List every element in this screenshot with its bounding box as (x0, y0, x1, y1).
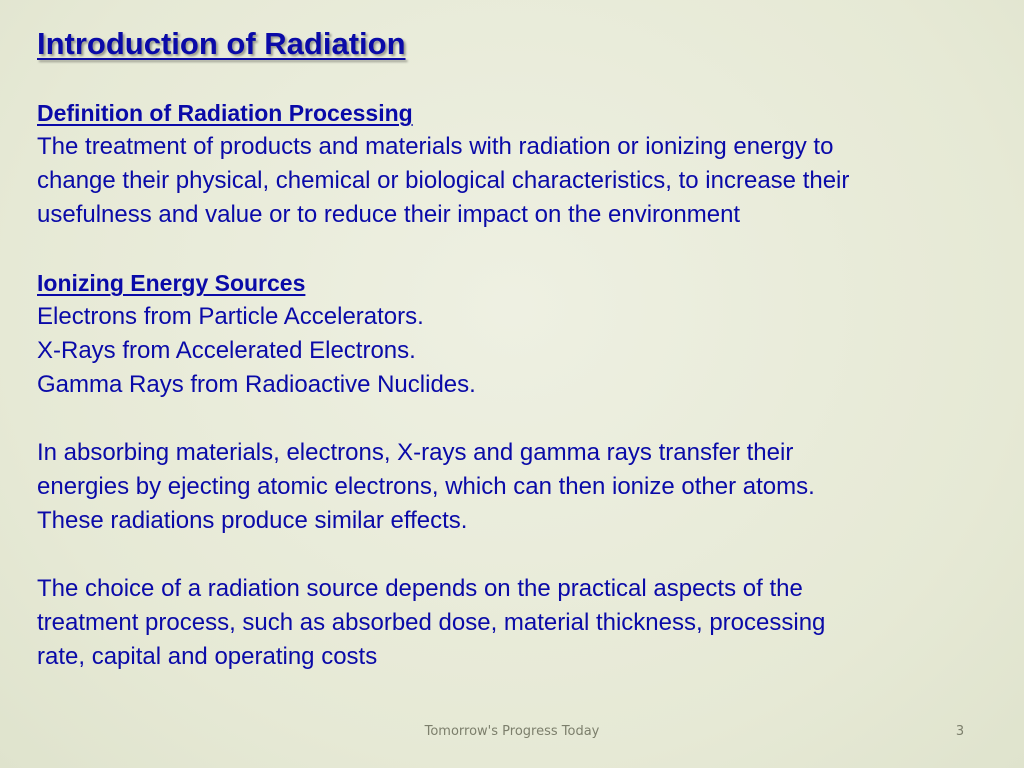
choice-line: treatment process, such as absorbed dose, material thickness, processing (37, 609, 826, 636)
page-number: 3 (955, 724, 965, 739)
definition-line: The treatment of products and materials with radiation or ionizing energy to (37, 133, 834, 160)
spacer (37, 402, 1012, 436)
definition-line: change their physical, chemical or biological characteristics, to increase their (37, 167, 850, 194)
choice-paragraph (37, 572, 1012, 674)
absorbing-line: These radiations produce similar effects. (37, 507, 468, 534)
source-item: Electrons from Particle Accelerators. (37, 303, 424, 330)
choice-line: rate, capital and operating costs (37, 643, 378, 670)
definition-section (37, 96, 1012, 232)
slide-body (37, 96, 1012, 674)
source-item: Gamma Rays from Radioactive Nuclides. (37, 371, 476, 398)
choice-line: The choice of a radiation source depends on the practical aspects of the (37, 575, 803, 602)
absorbing-paragraph (37, 436, 1012, 538)
spacer (37, 538, 1012, 572)
sources-section (37, 266, 1012, 402)
definition-line: usefulness and value or to reduce their impact on the environment (37, 201, 741, 228)
definition-heading: Definition of Radiation Processing (37, 100, 413, 126)
slide-title: Introduction of Radiation (37, 26, 406, 61)
footer-text: Tomorrow's Progress Today (424, 724, 600, 739)
absorbing-line: energies by ejecting atomic electrons, which can then ionize other atoms. (37, 473, 815, 500)
spacer (37, 232, 1012, 266)
absorbing-line: In absorbing materials, electrons, X-rays and gamma rays transfer their (37, 439, 794, 466)
sources-heading: Ionizing Energy Sources (37, 270, 306, 296)
source-item: X-Rays from Accelerated Electrons. (37, 337, 416, 364)
